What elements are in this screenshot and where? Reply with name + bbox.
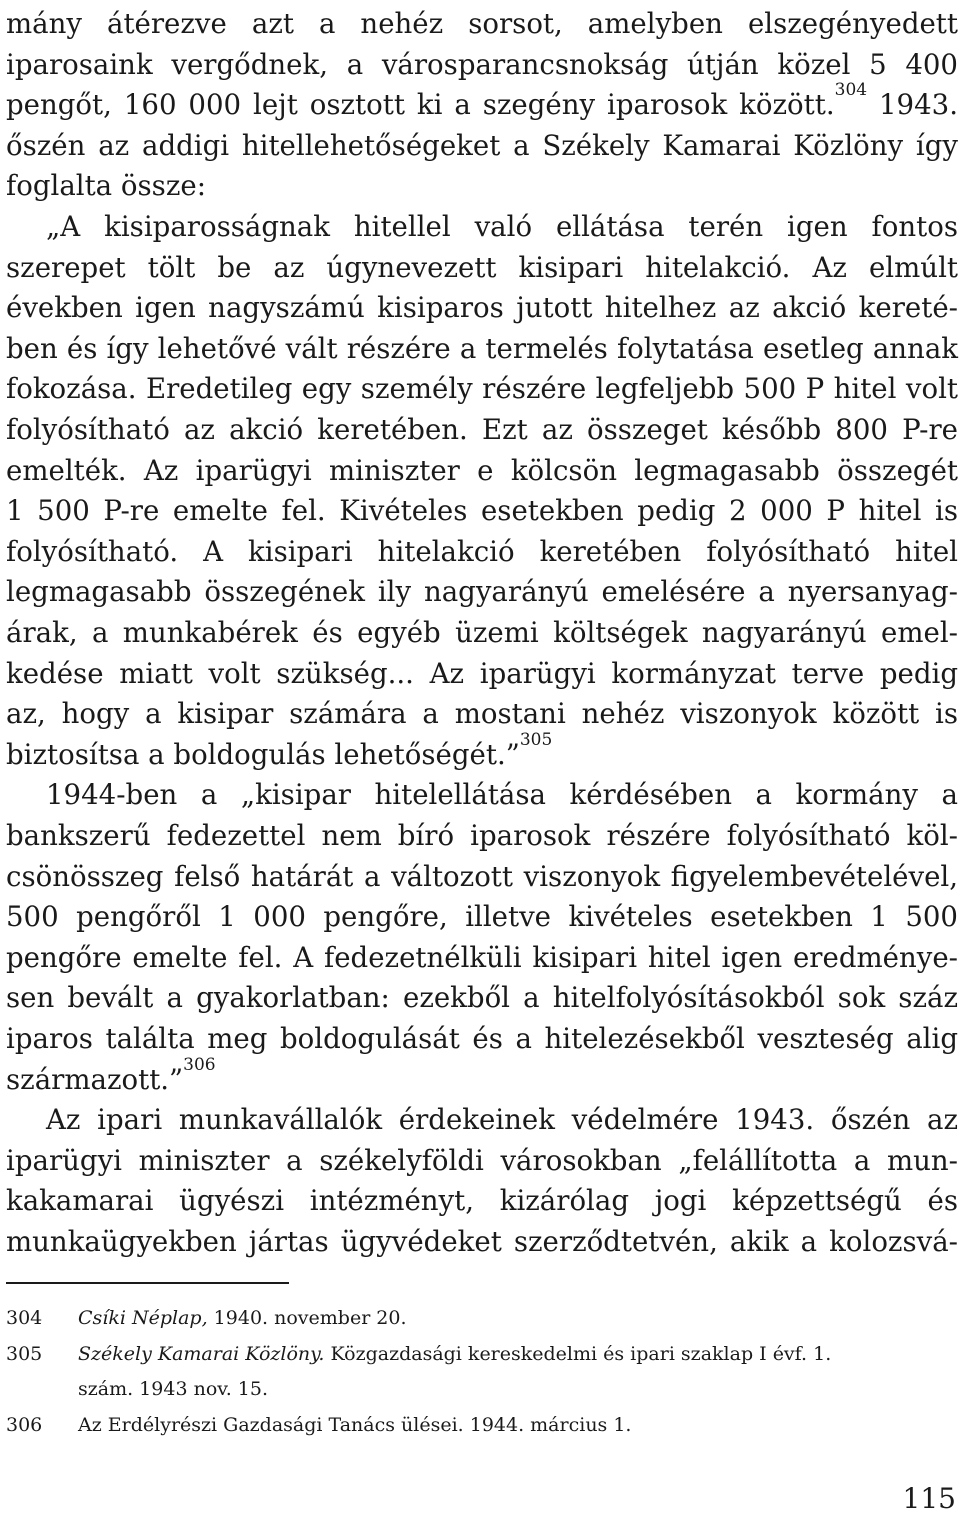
text-line bbox=[6, 125, 958, 166]
text-line bbox=[6, 409, 958, 450]
text-line bbox=[6, 531, 958, 572]
text-line bbox=[6, 206, 958, 247]
text-segment: emelték. Az iparügyi miniszter e kölcsön legmagasabb összegét bbox=[6, 453, 958, 487]
text-segment: 1943. bbox=[867, 88, 958, 122]
text-segment: 1944-ben a „kisipar hitelellátása kérdésében a kormány a bbox=[46, 778, 958, 812]
text-segment: folyósítható az akció keretében. Ezt az összeget később 800 P-re bbox=[6, 413, 958, 446]
text-line bbox=[6, 368, 958, 409]
text-segment: sen bevált a gyakorlatban: ezekből a hitelfolyósításokból sok száz bbox=[6, 981, 958, 1015]
footnote-ref: 305 bbox=[519, 729, 553, 750]
text-line bbox=[6, 815, 958, 856]
text-segment: legmagasabb összegének ily nagyarányú emelésére a nyersanyag- bbox=[6, 575, 958, 609]
text-line bbox=[6, 977, 958, 1018]
text-line bbox=[6, 165, 958, 206]
text-segment: bankszerű fedezettel nem bíró iparosok részére folyósítható köl- bbox=[6, 819, 958, 852]
text-segment: kedése miatt volt szükség... Az iparügyi kormányzat terve pedig bbox=[6, 656, 958, 690]
text-line bbox=[6, 571, 958, 612]
text-segment: ben és így lehetővé vált részére a termelés folytatása esetleg annak bbox=[6, 331, 958, 365]
footnote-text: Csíki Néplap, bbox=[78, 1307, 208, 1329]
text-line bbox=[6, 896, 958, 937]
text-segment: munkaügyekben jártas ügyvédeket szerződtetvén, akik a kolozsvá- bbox=[6, 1225, 958, 1258]
text-segment: mány átérezve azt a nehéz sorsot, amelyben elszegényedett bbox=[6, 7, 958, 40]
text-line bbox=[6, 247, 958, 288]
footnote-text: 1940. november 20. bbox=[207, 1307, 407, 1329]
footnote-ref: 306 bbox=[183, 1054, 216, 1075]
text-segment: fokozása. Eredetileg egy személy részére legfeljebb 500 P hitel volt bbox=[6, 372, 958, 406]
text-line bbox=[6, 774, 958, 815]
text-line bbox=[6, 612, 958, 653]
text-segment: „A kisiparosságnak hitellel való ellátása terén igen fontos bbox=[46, 210, 958, 243]
text-line bbox=[6, 1099, 958, 1140]
text-segment: az, hogy a kisipar számára a mostani nehéz viszonyok között is bbox=[6, 697, 958, 731]
footnote bbox=[6, 1341, 831, 1367]
text-line bbox=[6, 729, 958, 775]
text-line bbox=[6, 856, 958, 897]
text-segment: 500 pengőről 1 000 pengőre, illetve kivételes esetekben 1 500 bbox=[6, 900, 958, 934]
text-line bbox=[6, 80, 958, 125]
text-segment: pengőre emelte fel. A fedezetnélküli kisipari hitel igen eredménye- bbox=[6, 940, 958, 974]
footnote-number: 306 bbox=[6, 1414, 43, 1436]
footnote-separator bbox=[6, 1282, 289, 1284]
footnote-number: 304 bbox=[6, 1307, 43, 1329]
text-segment: foglalta össze: bbox=[6, 169, 207, 203]
text-segment: szerepet tölt be az úgynevezett kisipari hitelakció. Az elmúlt bbox=[6, 250, 958, 284]
text-segment: iparügyi miniszter a székelyföldi városokban „felállította a mun- bbox=[6, 1143, 958, 1177]
text-segment: években igen nagyszámú kisiparos jutott hitelhez az akció kereté- bbox=[6, 291, 958, 325]
text-segment: biztosítsa a boldogulás lehetőségét.” bbox=[6, 737, 520, 771]
footnote-text: Székely Kamarai Közlöny. bbox=[78, 1343, 325, 1365]
text-line bbox=[6, 3, 958, 44]
text-line bbox=[6, 44, 958, 85]
text-segment: csönösszeg felső határát a változott viszonyok figyelembevételével, bbox=[6, 859, 958, 893]
footnote bbox=[6, 1305, 407, 1331]
text-segment: származott.” bbox=[6, 1062, 184, 1096]
text-line bbox=[6, 450, 958, 491]
footnote-text: Közgazdasági kereskedelmi és ipari szaklap I évf. 1. bbox=[324, 1343, 832, 1365]
text-line bbox=[6, 653, 958, 694]
text-segment: Az ipari munkavállalók érdekeinek védelmére 1943. őszén az bbox=[46, 1103, 958, 1137]
text-line bbox=[6, 1221, 958, 1262]
text-line bbox=[6, 693, 958, 734]
text-line bbox=[6, 1018, 958, 1059]
footnote-ref: 304 bbox=[834, 80, 868, 101]
text-line bbox=[6, 1140, 958, 1181]
footnote-number: 305 bbox=[6, 1343, 43, 1365]
text-segment: pengőt, 160 000 lejt osztott ki a szegény iparosok között. bbox=[6, 88, 835, 122]
text-line bbox=[6, 1180, 958, 1221]
text-line bbox=[6, 287, 958, 328]
text-segment: 1 500 P-re emelte fel. Kivételes esetekben pedig 2 000 P hitel is bbox=[6, 494, 958, 528]
text-line bbox=[6, 1054, 958, 1100]
text-line bbox=[6, 490, 958, 531]
text-segment: őszén az addigi hitellehetőségeket a Székely Kamarai Közlöny így bbox=[6, 128, 958, 162]
text-segment: folyósítható. A kisipari hitelakció keretében folyósítható hitel bbox=[6, 534, 958, 568]
text-segment: iparosaink vergődnek, a városparancsnokság útján közel 5 400 bbox=[6, 47, 958, 81]
footnote bbox=[6, 1412, 631, 1438]
text-segment: iparos találta meg boldogulását és a hitelezésekből veszteség alig bbox=[6, 1022, 958, 1055]
text-line bbox=[6, 937, 958, 978]
page-number: 115 bbox=[902, 1482, 956, 1515]
text-segment: kakamarai ügyészi intézményt, kizárólag jogi képzettségű és bbox=[6, 1184, 958, 1218]
text-line bbox=[6, 328, 958, 369]
footnote-text: Az Erdélyrészi Gazdasági Tanács ülései. 1944. március 1. bbox=[78, 1414, 632, 1436]
text-segment: árak, a munkabérek és egyéb üzemi költségek nagyarányú emel- bbox=[6, 616, 958, 649]
footnote-text: szám. 1943 nov. 15. bbox=[78, 1378, 269, 1400]
